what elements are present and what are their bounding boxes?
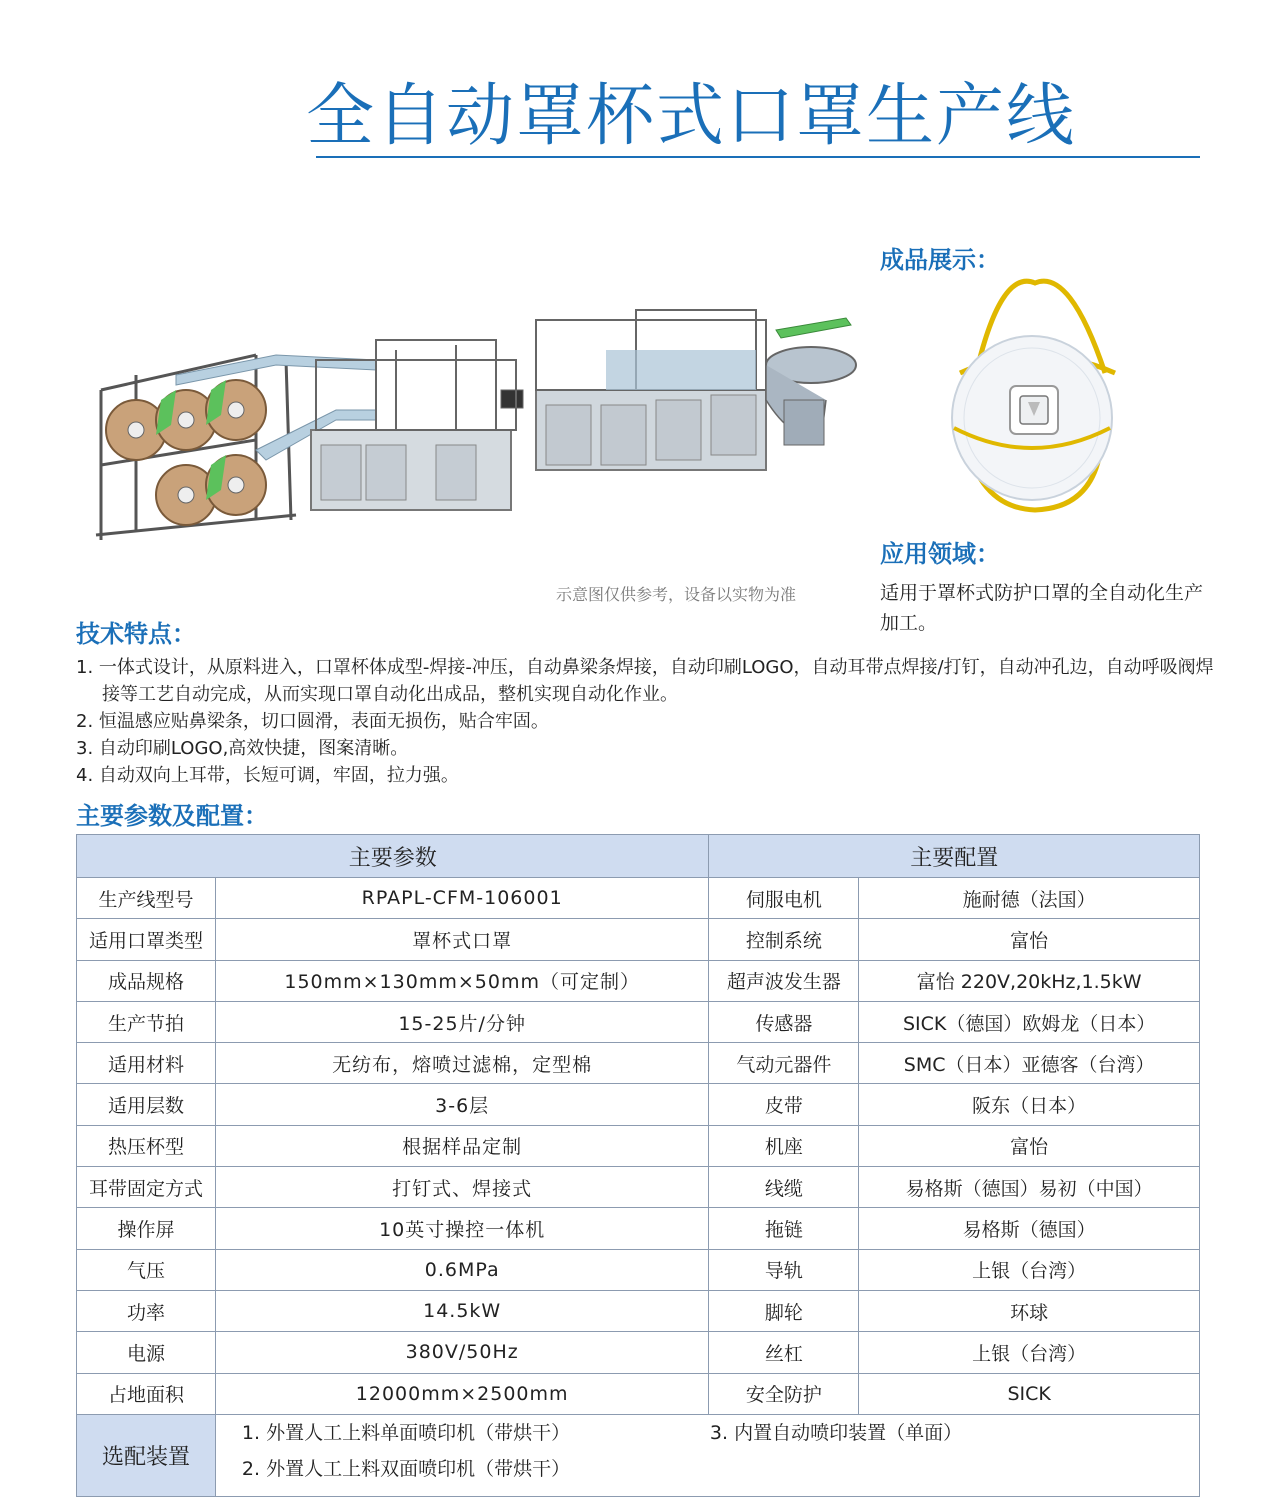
options-label: 选配装置 xyxy=(77,1414,216,1496)
production-line-illustration xyxy=(76,290,866,570)
config-label: 传感器 xyxy=(709,1001,859,1042)
cup-mask-image xyxy=(940,278,1130,518)
spec-table-header xyxy=(77,835,1200,878)
param-value: 无纺布，熔喷过滤棉，定型棉 xyxy=(215,1043,708,1084)
page-title: 全自动罩杯式口罩生产线 xyxy=(306,77,1077,156)
title-divider xyxy=(316,156,1200,158)
config-label: 皮带 xyxy=(709,1084,859,1125)
config-value: 富怡 xyxy=(859,1125,1200,1166)
param-value: RPAPL-CFM-106001 xyxy=(215,878,708,919)
spec-row xyxy=(77,1332,1200,1373)
param-value: 15-25片/分钟 xyxy=(215,1001,708,1042)
application-heading: 应用领域： xyxy=(880,540,1000,568)
spec-row xyxy=(77,878,1200,919)
param-value: 380V/50Hz xyxy=(215,1332,708,1373)
illustration-caption: 示意图仅供参考，设备以实物为准 xyxy=(556,585,797,604)
param-label: 功率 xyxy=(77,1290,216,1331)
param-value: 14.5kW xyxy=(215,1290,708,1331)
option-item: 1. 外置人工上料单面喷印机（带烘干） xyxy=(241,1421,571,1444)
config-value: SICK xyxy=(859,1373,1200,1414)
param-label: 适用层数 xyxy=(77,1084,216,1125)
application-text: 适用于罩杯式防护口罩的全自动化生产加工。 xyxy=(880,582,1204,634)
param-label: 适用口罩类型 xyxy=(77,919,216,960)
param-value: 150mm×130mm×50mm（可定制） xyxy=(215,960,708,1001)
config-value: 上银（台湾） xyxy=(859,1249,1200,1290)
config-label: 线缆 xyxy=(709,1167,859,1208)
config-value: 环球 xyxy=(859,1290,1200,1331)
param-label: 生产线型号 xyxy=(77,878,216,919)
config-value: SMC（日本）亚德客（台湾） xyxy=(859,1043,1200,1084)
param-label: 操作屏 xyxy=(77,1208,216,1249)
spec-row xyxy=(77,1001,1200,1042)
specs-heading: 主要参数及配置： xyxy=(76,802,268,830)
config-label: 机座 xyxy=(709,1125,859,1166)
feature-item: 1. 一体式设计，从原料进入，口罩杯体成型-焊接-冲压，自动鼻梁条焊接，自动印刷LOGO，自动耳带点焊接/打钉，自动冲孔边，自动呼吸阀焊接等工艺自动完成，从而实现口罩自动化出成品，整机实现自动化作业。 xyxy=(76,657,1214,705)
option-item: 2. 外置人工上料双面喷印机（带烘干） xyxy=(241,1457,571,1480)
config-label: 拖链 xyxy=(709,1208,859,1249)
spec-row xyxy=(77,1249,1200,1290)
features-heading: 技术特点： xyxy=(76,620,196,648)
config-value: 阪东（日本） xyxy=(859,1084,1200,1125)
config-value: 上银（台湾） xyxy=(859,1332,1200,1373)
param-value: 10英寸操控一体机 xyxy=(215,1208,708,1249)
config-label: 安全防护 xyxy=(709,1373,859,1414)
param-label: 热压杯型 xyxy=(77,1125,216,1166)
param-label: 气压 xyxy=(77,1249,216,1290)
param-value: 3-6层 xyxy=(215,1084,708,1125)
config-value: 易格斯（德国）易初（中国） xyxy=(859,1167,1200,1208)
config-value: 富怡 xyxy=(859,919,1200,960)
config-label: 超声波发生器 xyxy=(709,960,859,1001)
options-cell xyxy=(215,1414,1199,1496)
spec-row xyxy=(77,1208,1200,1249)
spec-row xyxy=(77,1125,1200,1166)
param-header: 主要参数 xyxy=(77,835,709,878)
features-list xyxy=(76,654,1216,789)
config-label: 控制系统 xyxy=(709,919,859,960)
option-item: 3. 内置自动喷印装置（单面） xyxy=(709,1421,963,1444)
config-label: 脚轮 xyxy=(709,1290,859,1331)
config-label: 伺服电机 xyxy=(709,878,859,919)
feature-item: 3. 自动印刷LOGO,高效快捷，图案清晰。 xyxy=(76,738,409,759)
spec-row xyxy=(77,1167,1200,1208)
spec-row xyxy=(77,1373,1200,1414)
spec-row xyxy=(77,1084,1200,1125)
config-value: 施耐德（法国） xyxy=(859,878,1200,919)
param-value: 打钉式、焊接式 xyxy=(215,1167,708,1208)
machine-body xyxy=(311,390,766,510)
config-header: 主要配置 xyxy=(709,835,1200,878)
spec-table xyxy=(76,834,1200,1497)
spec-row xyxy=(77,919,1200,960)
product-display-heading: 成品展示： xyxy=(880,246,1000,274)
spec-row xyxy=(77,1043,1200,1084)
param-label: 电源 xyxy=(77,1332,216,1373)
param-value: 根据样品定制 xyxy=(215,1125,708,1166)
param-value: 12000mm×2500mm xyxy=(215,1373,708,1414)
param-label: 适用材料 xyxy=(77,1043,216,1084)
config-label: 导轨 xyxy=(709,1249,859,1290)
spec-row xyxy=(77,1290,1200,1331)
config-label: 丝杠 xyxy=(709,1332,859,1373)
param-label: 耳带固定方式 xyxy=(77,1167,216,1208)
config-value: 易格斯（德国） xyxy=(859,1208,1200,1249)
param-label: 成品规格 xyxy=(77,960,216,1001)
param-value: 罩杯式口罩 xyxy=(215,919,708,960)
vibratory-bowl xyxy=(766,347,856,445)
feature-item: 2. 恒温感应贴鼻梁条，切口圆滑，表面无损伤，贴合牢固。 xyxy=(76,711,549,732)
param-label: 生产节拍 xyxy=(77,1001,216,1042)
config-value: SICK（德国）欧姆龙（日本） xyxy=(859,1001,1200,1042)
param-label: 占地面积 xyxy=(77,1373,216,1414)
config-label: 气动元器件 xyxy=(709,1043,859,1084)
config-value: 富怡 220V,20kHz,1.5kW xyxy=(859,960,1200,1001)
param-value: 0.6MPa xyxy=(215,1249,708,1290)
feature-item: 4. 自动双向上耳带，长短可调，牢固，拉力强。 xyxy=(76,765,459,786)
options-row xyxy=(77,1414,1200,1496)
spec-row xyxy=(77,960,1200,1001)
